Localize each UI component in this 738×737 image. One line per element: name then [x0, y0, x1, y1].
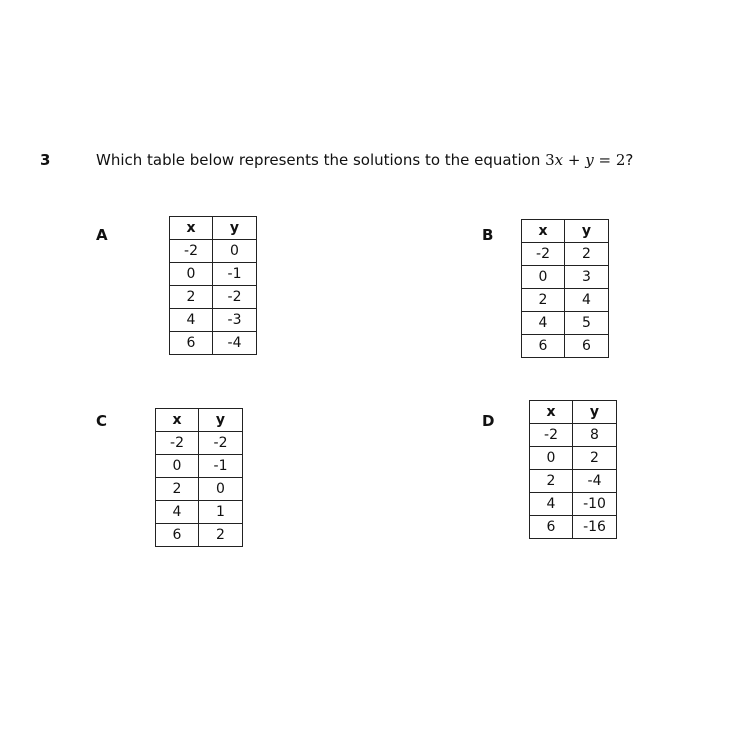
table-header-row [530, 401, 617, 424]
y-cell: 3 [565, 266, 609, 289]
y-cell: -2 [199, 432, 243, 455]
x-cell: 0 [156, 455, 199, 478]
table-row [530, 493, 617, 516]
x-cell: 0 [170, 263, 213, 286]
option-c-label[interactable]: C [96, 412, 108, 430]
table-row [522, 335, 609, 358]
x-cell: 4 [156, 501, 199, 524]
y-header: y [213, 217, 257, 240]
x-cell: 0 [530, 447, 573, 470]
question-stem [96, 151, 633, 169]
x-cell: 4 [522, 312, 565, 335]
table-row [530, 516, 617, 539]
y-cell: 5 [565, 312, 609, 335]
table-row [530, 424, 617, 447]
y-cell: 6 [565, 335, 609, 358]
x-cell: 0 [522, 266, 565, 289]
y-cell: 2 [565, 243, 609, 266]
y-cell: -2 [213, 286, 257, 309]
y-cell: -1 [199, 455, 243, 478]
table-row [170, 332, 257, 355]
table-row [156, 524, 243, 547]
option-c-table [155, 408, 243, 547]
table-row [170, 263, 257, 286]
y-cell: 2 [573, 447, 617, 470]
y-cell: -16 [573, 516, 617, 539]
equation-rhs: 2 [615, 151, 626, 169]
x-header: x [170, 217, 213, 240]
x-cell: 2 [170, 286, 213, 309]
table-row [156, 478, 243, 501]
y-header: y [565, 220, 609, 243]
table-row [522, 312, 609, 335]
x-cell: 6 [522, 335, 565, 358]
equation-equals: = [593, 151, 616, 169]
y-cell: 1 [199, 501, 243, 524]
table-row [530, 470, 617, 493]
option-a-table [169, 216, 257, 355]
x-cell: -2 [170, 240, 213, 263]
table-header-row [522, 220, 609, 243]
table-row [170, 286, 257, 309]
y-cell: -3 [213, 309, 257, 332]
x-cell: 4 [530, 493, 573, 516]
question-number: 3 [40, 151, 51, 169]
table-row [156, 432, 243, 455]
x-cell: 2 [530, 470, 573, 493]
equation-coefficient: 3 [545, 151, 555, 169]
y-cell: -4 [213, 332, 257, 355]
y-cell: 8 [573, 424, 617, 447]
y-cell: -4 [573, 470, 617, 493]
x-cell: -2 [156, 432, 199, 455]
y-cell: -10 [573, 493, 617, 516]
table-row [170, 309, 257, 332]
y-cell: 4 [565, 289, 609, 312]
x-cell: 4 [170, 309, 213, 332]
x-cell: 2 [156, 478, 199, 501]
table-header-row [156, 409, 243, 432]
x-header: x [156, 409, 199, 432]
option-d-table [529, 400, 617, 539]
x-header: x [530, 401, 573, 424]
option-d-label[interactable]: D [482, 412, 495, 430]
x-cell: -2 [522, 243, 565, 266]
option-b-table [521, 219, 609, 358]
y-cell: 2 [199, 524, 243, 547]
y-cell: 0 [213, 240, 257, 263]
table-row [522, 266, 609, 289]
option-a-label[interactable]: A [96, 226, 108, 244]
x-cell: -2 [530, 424, 573, 447]
option-b-label[interactable]: B [482, 226, 494, 244]
equation [545, 151, 625, 169]
x-cell: 2 [522, 289, 565, 312]
equation-y: y [585, 151, 594, 169]
equation-x: x [554, 151, 564, 169]
x-header: x [522, 220, 565, 243]
x-cell: 6 [156, 524, 199, 547]
question-mark: ? [625, 151, 634, 169]
x-cell: 6 [530, 516, 573, 539]
table-row [522, 243, 609, 266]
equation-plus: + [563, 151, 586, 169]
table-row [170, 240, 257, 263]
table-row [156, 455, 243, 478]
y-cell: -1 [213, 263, 257, 286]
question-text: Which table below represents the solutions to the equation [96, 151, 546, 169]
table-header-row [170, 217, 257, 240]
y-cell: 0 [199, 478, 243, 501]
y-header: y [573, 401, 617, 424]
table-row [522, 289, 609, 312]
y-header: y [199, 409, 243, 432]
table-row [156, 501, 243, 524]
x-cell: 6 [170, 332, 213, 355]
table-row [530, 447, 617, 470]
